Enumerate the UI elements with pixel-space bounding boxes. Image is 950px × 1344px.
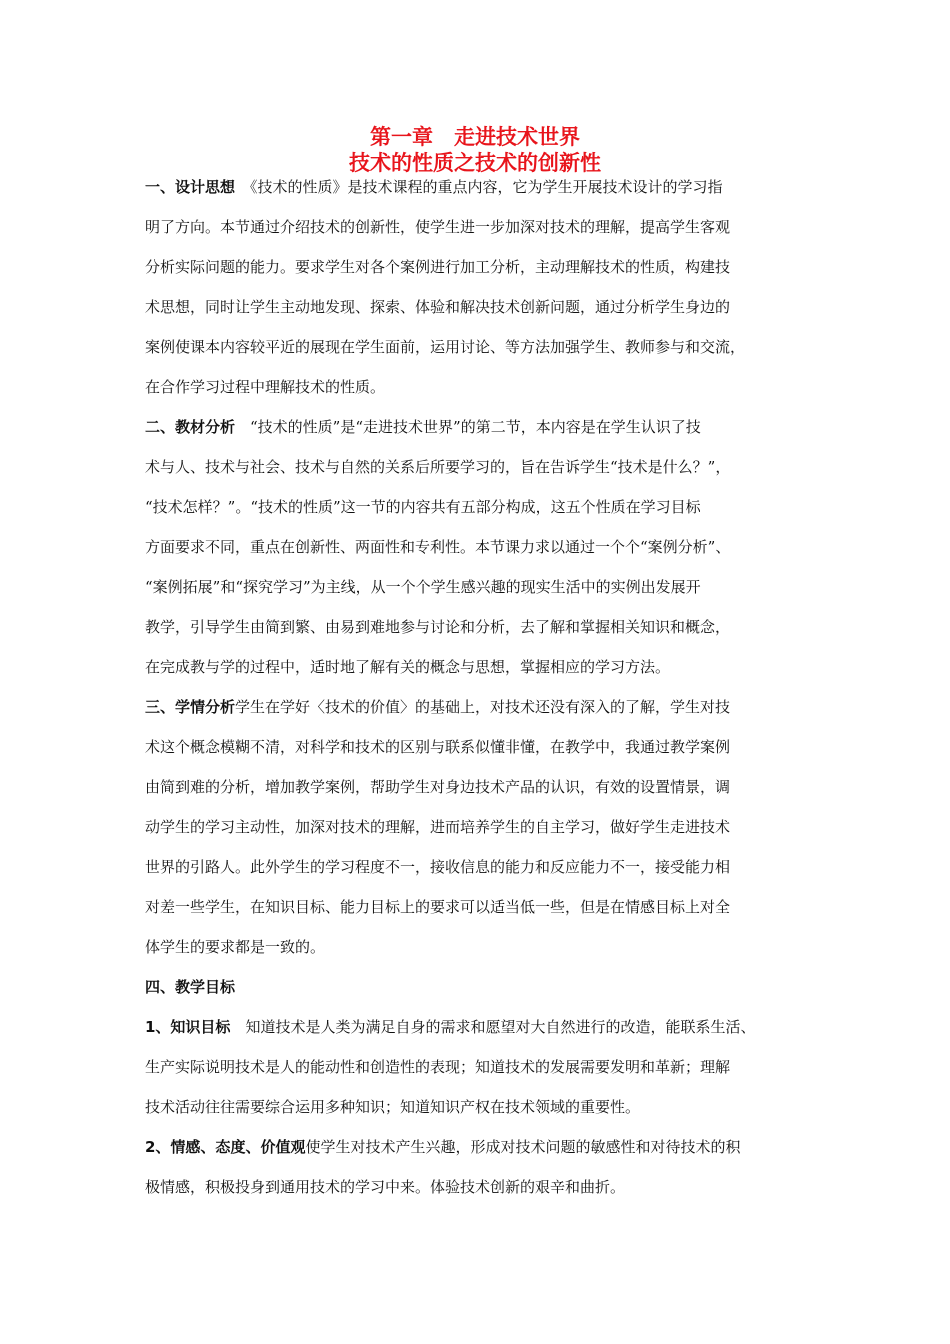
paragraph-line: “案例拓展”和“探究学习”为主线，从一个个学生感兴趣的现实生活中的实例出发展开 — [145, 578, 701, 596]
subheading-knowledge-goal: 1、知识目标 — [145, 1018, 231, 1036]
paragraph-line: “技术怎样？”。“技术的性质”这一节的内容共有五部分构成，这五个性质在学习目标 — [145, 498, 701, 516]
line-text: 知道技术是人类为满足自身的需求和愿望对大自然进行的改造，能联系生活、 — [230, 1018, 756, 1036]
paragraph-line: 在完成教与学的过程中，适时地了解有关的概念与思想，掌握相应的学习方法。 — [145, 658, 671, 676]
paragraph-line: 体学生的要求都是一致的。 — [145, 938, 326, 956]
paragraph-line — [145, 1016, 755, 1038]
paragraph-line: 由简到难的分析，增加教学案例，帮助学生对身边技术产品的认识，有效的设置情景，调 — [145, 778, 731, 796]
section-heading-learner: 三、学情分析 — [145, 698, 236, 716]
line-text: 学生在学好〈技术的价值〉的基础上，对技术还没有深入的了解，学生对技 — [235, 698, 731, 716]
section-title: 技术的性质之技术的创新性 — [349, 151, 601, 175]
paragraph-line: 在合作学习过程中理解技术的性质。 — [145, 378, 386, 396]
paragraph-line: 术与人、技术与社会、技术与自然的关系后所要学习的，旨在告诉学生“技术是什么？”， — [145, 458, 731, 476]
paragraph-line — [145, 696, 730, 718]
chapter-title: 第一章 走进技术世界 — [370, 125, 580, 149]
section-heading-material: 二、教材分析 — [145, 418, 236, 436]
section-heading-goals: 四、教学目标 — [145, 978, 236, 996]
section-heading-design: 一、设计思想 — [145, 178, 236, 196]
paragraph-line: 教学，引导学生由简到繁、由易到难地参与讨论和分析，去了解和掌握相关知识和概念， — [145, 618, 731, 636]
paragraph-line — [145, 176, 723, 198]
paragraph-line — [145, 1136, 740, 1158]
paragraph-line — [145, 976, 235, 998]
subheading-emotion-goal: 2、情感、态度、价值观 — [145, 1138, 306, 1156]
paragraph-line: 世界的引路人。此外学生的学习程度不一，接收信息的能力和反应能力不一，接受能力相 — [145, 858, 731, 876]
line-text: 使学生对技术产生兴趣，形成对技术问题的敏感性和对待技术的积 — [305, 1138, 741, 1156]
paragraph-line: 技术活动往往需要综合运用多种知识；知道知识产权在技术领域的重要性。 — [145, 1098, 641, 1116]
line-text: 《技术的性质》是技术课程的重点内容，它为学生开展技术设计的学习指 — [235, 178, 723, 196]
paragraph-line: 明了方向。本节通过介绍技术的创新性，使学生进一步加深对技术的理解，提高学生客观 — [145, 218, 731, 236]
paragraph-line: 分析实际问题的能力。要求学生对各个案例进行加工分析，主动理解技术的性质，构建技 — [145, 258, 731, 276]
paragraph-line: 术这个概念模糊不清，对科学和技术的区别与联系似懂非懂，在教学中，我通过教学案例 — [145, 738, 731, 756]
paragraph-line: 方面要求不同，重点在创新性、两面性和专利性。本节课力求以通过一个个“案例分析”、 — [145, 538, 731, 556]
paragraph-line: 术思想，同时让学生主动地发现、探索、体验和解决技术创新问题，通过分析学生身边的 — [145, 298, 731, 316]
paragraph-line: 生产实际说明技术是人的能动性和创造性的表现；知道技术的发展需要发明和革新；理解 — [145, 1058, 731, 1076]
paragraph-line: 案例使课本内容较平近的展现在学生面前，运用讨论、等方法加强学生、教师参与和交流， — [145, 338, 746, 356]
paragraph-line: 对差一些学生，在知识目标、能力目标上的要求可以适当低一些，但是在情感目标上对全 — [145, 898, 731, 916]
paragraph-line: 动学生的学习主动性，加深对技术的理解，进而培养学生的自主学习，做好学生走进技术 — [145, 818, 731, 836]
paragraph-line — [145, 416, 701, 438]
line-text: “技术的性质”是“走进技术世界”的第二节，本内容是在学生认识了技 — [235, 418, 701, 436]
paragraph-line: 极情感，积极投身到通用技术的学习中来。体验技术创新的艰辛和曲折。 — [145, 1178, 626, 1196]
